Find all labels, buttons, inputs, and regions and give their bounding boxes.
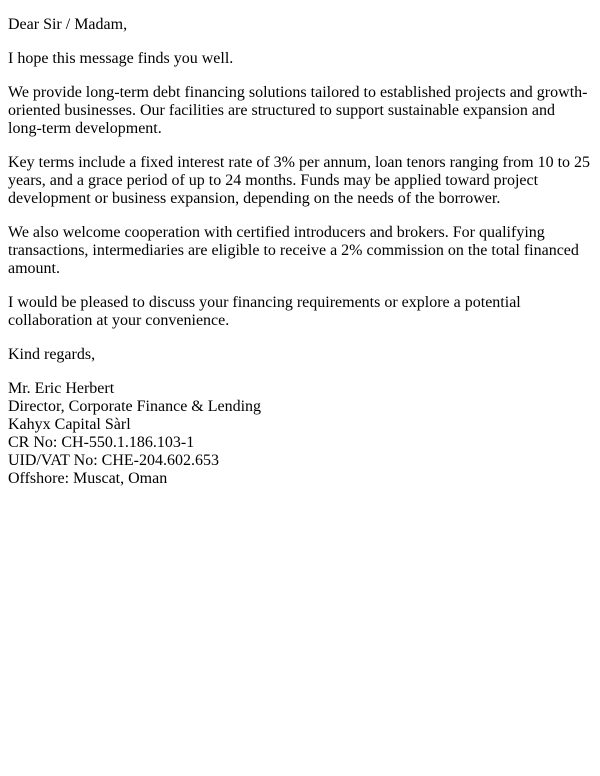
salutation: Dear Sir / Madam, <box>8 16 128 33</box>
signature-uid-vat-number: UID/VAT No: CHE-204.602.653 <box>8 452 219 469</box>
signature-name: Mr. Eric Herbert <box>8 380 115 397</box>
letter-body <box>8 16 592 488</box>
signature-block <box>8 380 592 488</box>
paragraph-offering: We provide long-term debt financing solutions tailored to established projects and growth-oriented businesses. Our facilities are structured to support sustainable expansion and long-term development. <box>8 84 588 137</box>
paragraph-brokers: We also welcome cooperation with certified introducers and brokers. For qualifying transactions, intermediaries are eligible to receive a 2% commission on the total financed amount. <box>8 224 579 277</box>
signature-company: Kahyx Capital Sàrl <box>8 416 131 433</box>
signature-cr-number: CR No: CH-550.1.186.103-1 <box>8 434 195 451</box>
signature-offshore-location: Offshore: Muscat, Oman <box>8 470 168 487</box>
paragraph-terms: Key terms include a fixed interest rate of 3% per annum, loan tenors ranging from 10 to 25 years, and a grace period of up to 24 months. Funds may be applied toward project development or business expansion, depending on the needs of the borrower. <box>8 154 591 207</box>
valediction: Kind regards, <box>8 346 96 363</box>
paragraph-greeting: I hope this message finds you well. <box>8 50 234 67</box>
paragraph-closing: I would be pleased to discuss your financing requirements or explore a potential collaboration at your convenience. <box>8 294 521 329</box>
signature-title: Director, Corporate Finance & Lending <box>8 398 262 415</box>
